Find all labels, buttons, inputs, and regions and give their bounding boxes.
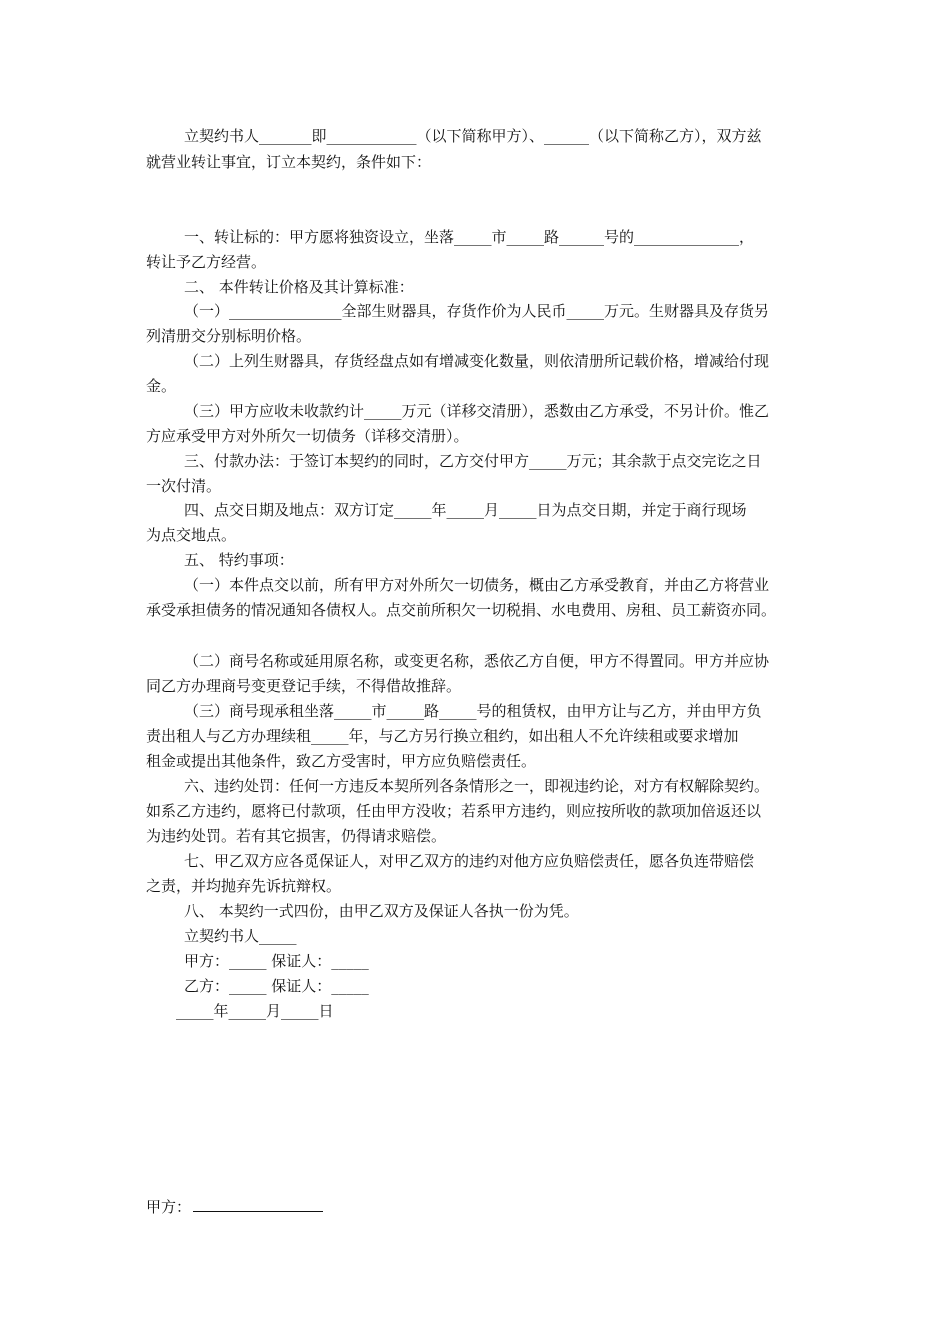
clause-4-line-1: 四、点交日期及地点：双方订定_____年_____月_____日为点交日期，并定于商行现场 <box>184 501 747 519</box>
clause-5-3-line-3: 租金或提出其他条件，致乙方受害时，甲方应负赔偿责任。 <box>146 752 537 770</box>
signatory-line: 立契约书人_____ <box>184 927 297 945</box>
footer-party-a <box>146 1196 323 1217</box>
clause-2-1-line-1: （一）_______________全部生财器具，存货作价为人民币_____万元。生财器具及存货另 <box>184 302 770 320</box>
clause-5-3-line-2: 责出租人与乙方办理续租_____年，与乙方另行换立租约，如出租人不允许续租或要求增加 <box>146 727 739 745</box>
clause-2-heading: 二、 本件转让价格及其计算标准： <box>184 278 414 296</box>
clause-2-1-line-2: 列清册交分别标明价格。 <box>146 327 312 345</box>
opening-line-2: 就营业转让事宜，订立本契约，条件如下： <box>146 153 432 171</box>
clause-7-line-2: 之责，并均抛弃先诉抗辩权。 <box>146 877 342 895</box>
clause-3-line-2: 一次付清。 <box>146 477 222 495</box>
clause-2-3-line-2: 方应承受甲方对外所欠一切债务（详移交清册）。 <box>146 427 469 445</box>
clause-5-3-line-1: （三）商号现承租坐落_____市_____路_____号的租赁权，由甲方让与乙方，并由甲方负 <box>184 702 762 720</box>
footer-party-a-label: 甲方： <box>146 1198 192 1216</box>
party-b-signature-line: 乙方：_____ 保证人：_____ <box>184 977 369 995</box>
clause-8-line: 八、 本契约一式四份，由甲乙双方及保证人各执一份为凭。 <box>184 902 579 920</box>
clause-5-2-line-1: （二）商号名称或延用原名称，或变更名称，悉依乙方自便，甲方不得置同。甲方并应协 <box>184 652 770 670</box>
clause-2-2-line-1: （二）上列生财器具，存货经盘点如有增减变化数量，则依清册所记载价格，增减给付现 <box>184 352 770 370</box>
clause-6-line-3: 为违约处罚。若有其它损害，仍得请求赔偿。 <box>146 827 447 845</box>
party-a-signature-line: 甲方：_____ 保证人：_____ <box>184 952 369 970</box>
clause-3-line-1: 三、付款办法：于签订本契约的同时，乙方交付甲方_____万元；其余款于点交完讫之日 <box>184 452 762 470</box>
date-line: _____年_____月_____日 <box>176 1002 334 1020</box>
clause-5-2-line-2: 同乙方办理商号变更登记手续，不得借故推辞。 <box>146 677 462 695</box>
clause-5-1-line-2: 承受承担债务的情况通知各债权人。点交前所积欠一切税捐、水电费用、房租、员工薪资亦同。 <box>146 601 777 619</box>
opening-line-1: 立契约书人_______即____________（以下简称甲方）、______（以下简称乙方），双方兹 <box>184 127 762 145</box>
clause-5-1-line-1: （一）本件点交以前，所有甲方对外所欠一切债务，概由乙方承受教育，并由乙方将营业 <box>184 576 770 594</box>
clause-6-line-2: 如系乙方违约，愿将已付款项，任由甲方没收；若系甲方违约，则应按所收的款项加倍返还以 <box>146 802 762 820</box>
clause-1-line-1: 一、转让标的：甲方愿将独资设立，坐落_____市_____路______号的______________， <box>184 228 755 246</box>
clause-5-heading: 五、 特约事项： <box>184 551 294 569</box>
clause-6-line-1: 六、违约处罚：任何一方违反本契所列各条情形之一，即视违约论，对方有权解除契约。 <box>184 777 770 795</box>
clause-2-3-line-1: （三）甲方应收未收款约计_____万元（详移交清册），悉数由乙方承受，不另计价。惟乙 <box>184 402 770 420</box>
footer-signature-blank <box>193 1196 323 1212</box>
clause-7-line-1: 七、甲乙双方应各觅保证人，对甲乙双方的违约对他方应负赔偿责任，愿各负连带赔偿 <box>184 852 755 870</box>
clause-1-line-2: 转让予乙方经营。 <box>146 253 267 271</box>
clause-4-line-2: 为点交地点。 <box>146 526 237 544</box>
clause-2-2-line-2: 金。 <box>146 377 177 395</box>
